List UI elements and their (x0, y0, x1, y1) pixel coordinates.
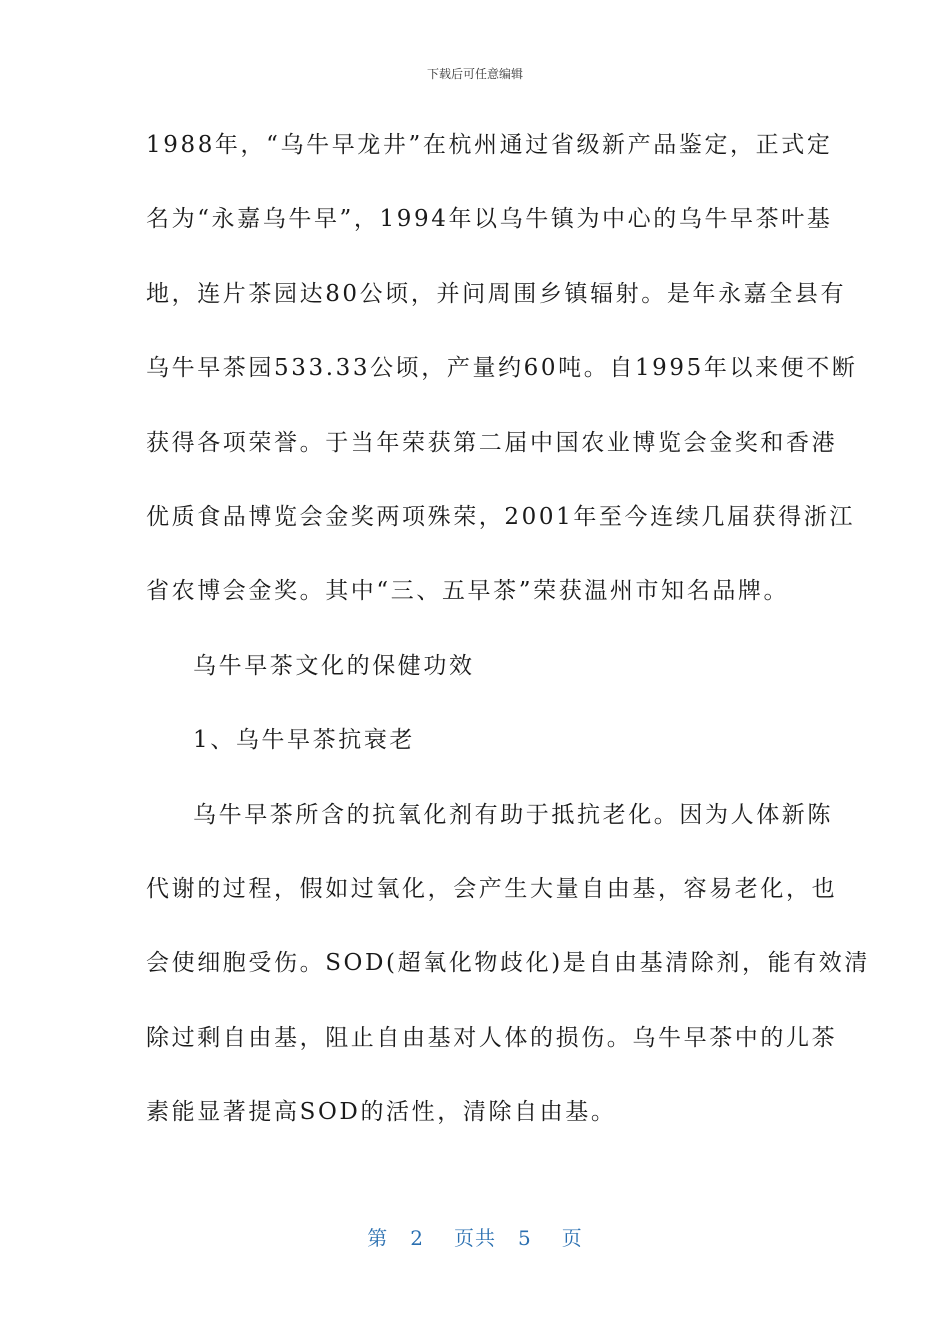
text-line: 地，连片茶园达80公顷，并问周围乡镇辐射。是年永嘉全县有 (146, 280, 847, 307)
section-heading (146, 629, 812, 703)
paragraph-anti-aging (146, 778, 870, 1150)
header-note: 下载后可任意编辑 (426, 67, 523, 81)
text-line: 获得各项荣誉。于当年荣获第二届中国农业博览会金奖和香港 (146, 429, 838, 456)
text-line: 会使细胞受伤。SOD(超氧化物歧化)是自由基清除剂，能有效清 (146, 950, 870, 977)
page-suffix: 页 (561, 1226, 583, 1250)
text-line: 1988年，“乌牛早龙井”在杭州通过省级新产品鉴定，正式定 (146, 132, 833, 158)
text-line: 乌牛早茶园533.33公顷，产量约60吨。自1995年以来便不断 (146, 355, 858, 382)
text-line: 除过剩自由基，阻止自由基对人体的损伤。乌牛早茶中的儿茶 (146, 1024, 838, 1051)
page-total: 5 (518, 1226, 532, 1250)
page-footer (0, 1224, 950, 1252)
text-line: 名为“永嘉乌牛早”，1994年以乌牛镇为中心的乌牛早茶叶基 (146, 206, 833, 233)
section-heading-text: 乌牛早茶文化的保健功效 (193, 652, 475, 679)
page-middle: 页共 (454, 1226, 496, 1250)
sub-heading-text: 1、乌牛早茶抗衰老 (193, 727, 416, 754)
document-body (146, 108, 870, 1149)
page-number: 2 (410, 1226, 424, 1250)
sub-heading (146, 703, 812, 777)
text-line: 素能显著提高SOD的活性，清除自由基。 (146, 1099, 617, 1126)
text-line: 省农博会金奖。其中“三、五早茶”荣获温州市知名品牌。 (146, 578, 790, 605)
text-line: 代谢的过程，假如过氧化，会产生大量自由基，容易老化，也 (146, 875, 838, 902)
text-line: 优质食品博览会金奖两项殊荣，2001年至今连续几届获得浙江 (146, 503, 855, 530)
text-line: 乌牛早茶所含的抗氧化剂有助于抵抗老化。因为人体新陈 (193, 801, 833, 828)
page-prefix: 第 (367, 1226, 389, 1250)
paragraph-history (146, 108, 858, 629)
